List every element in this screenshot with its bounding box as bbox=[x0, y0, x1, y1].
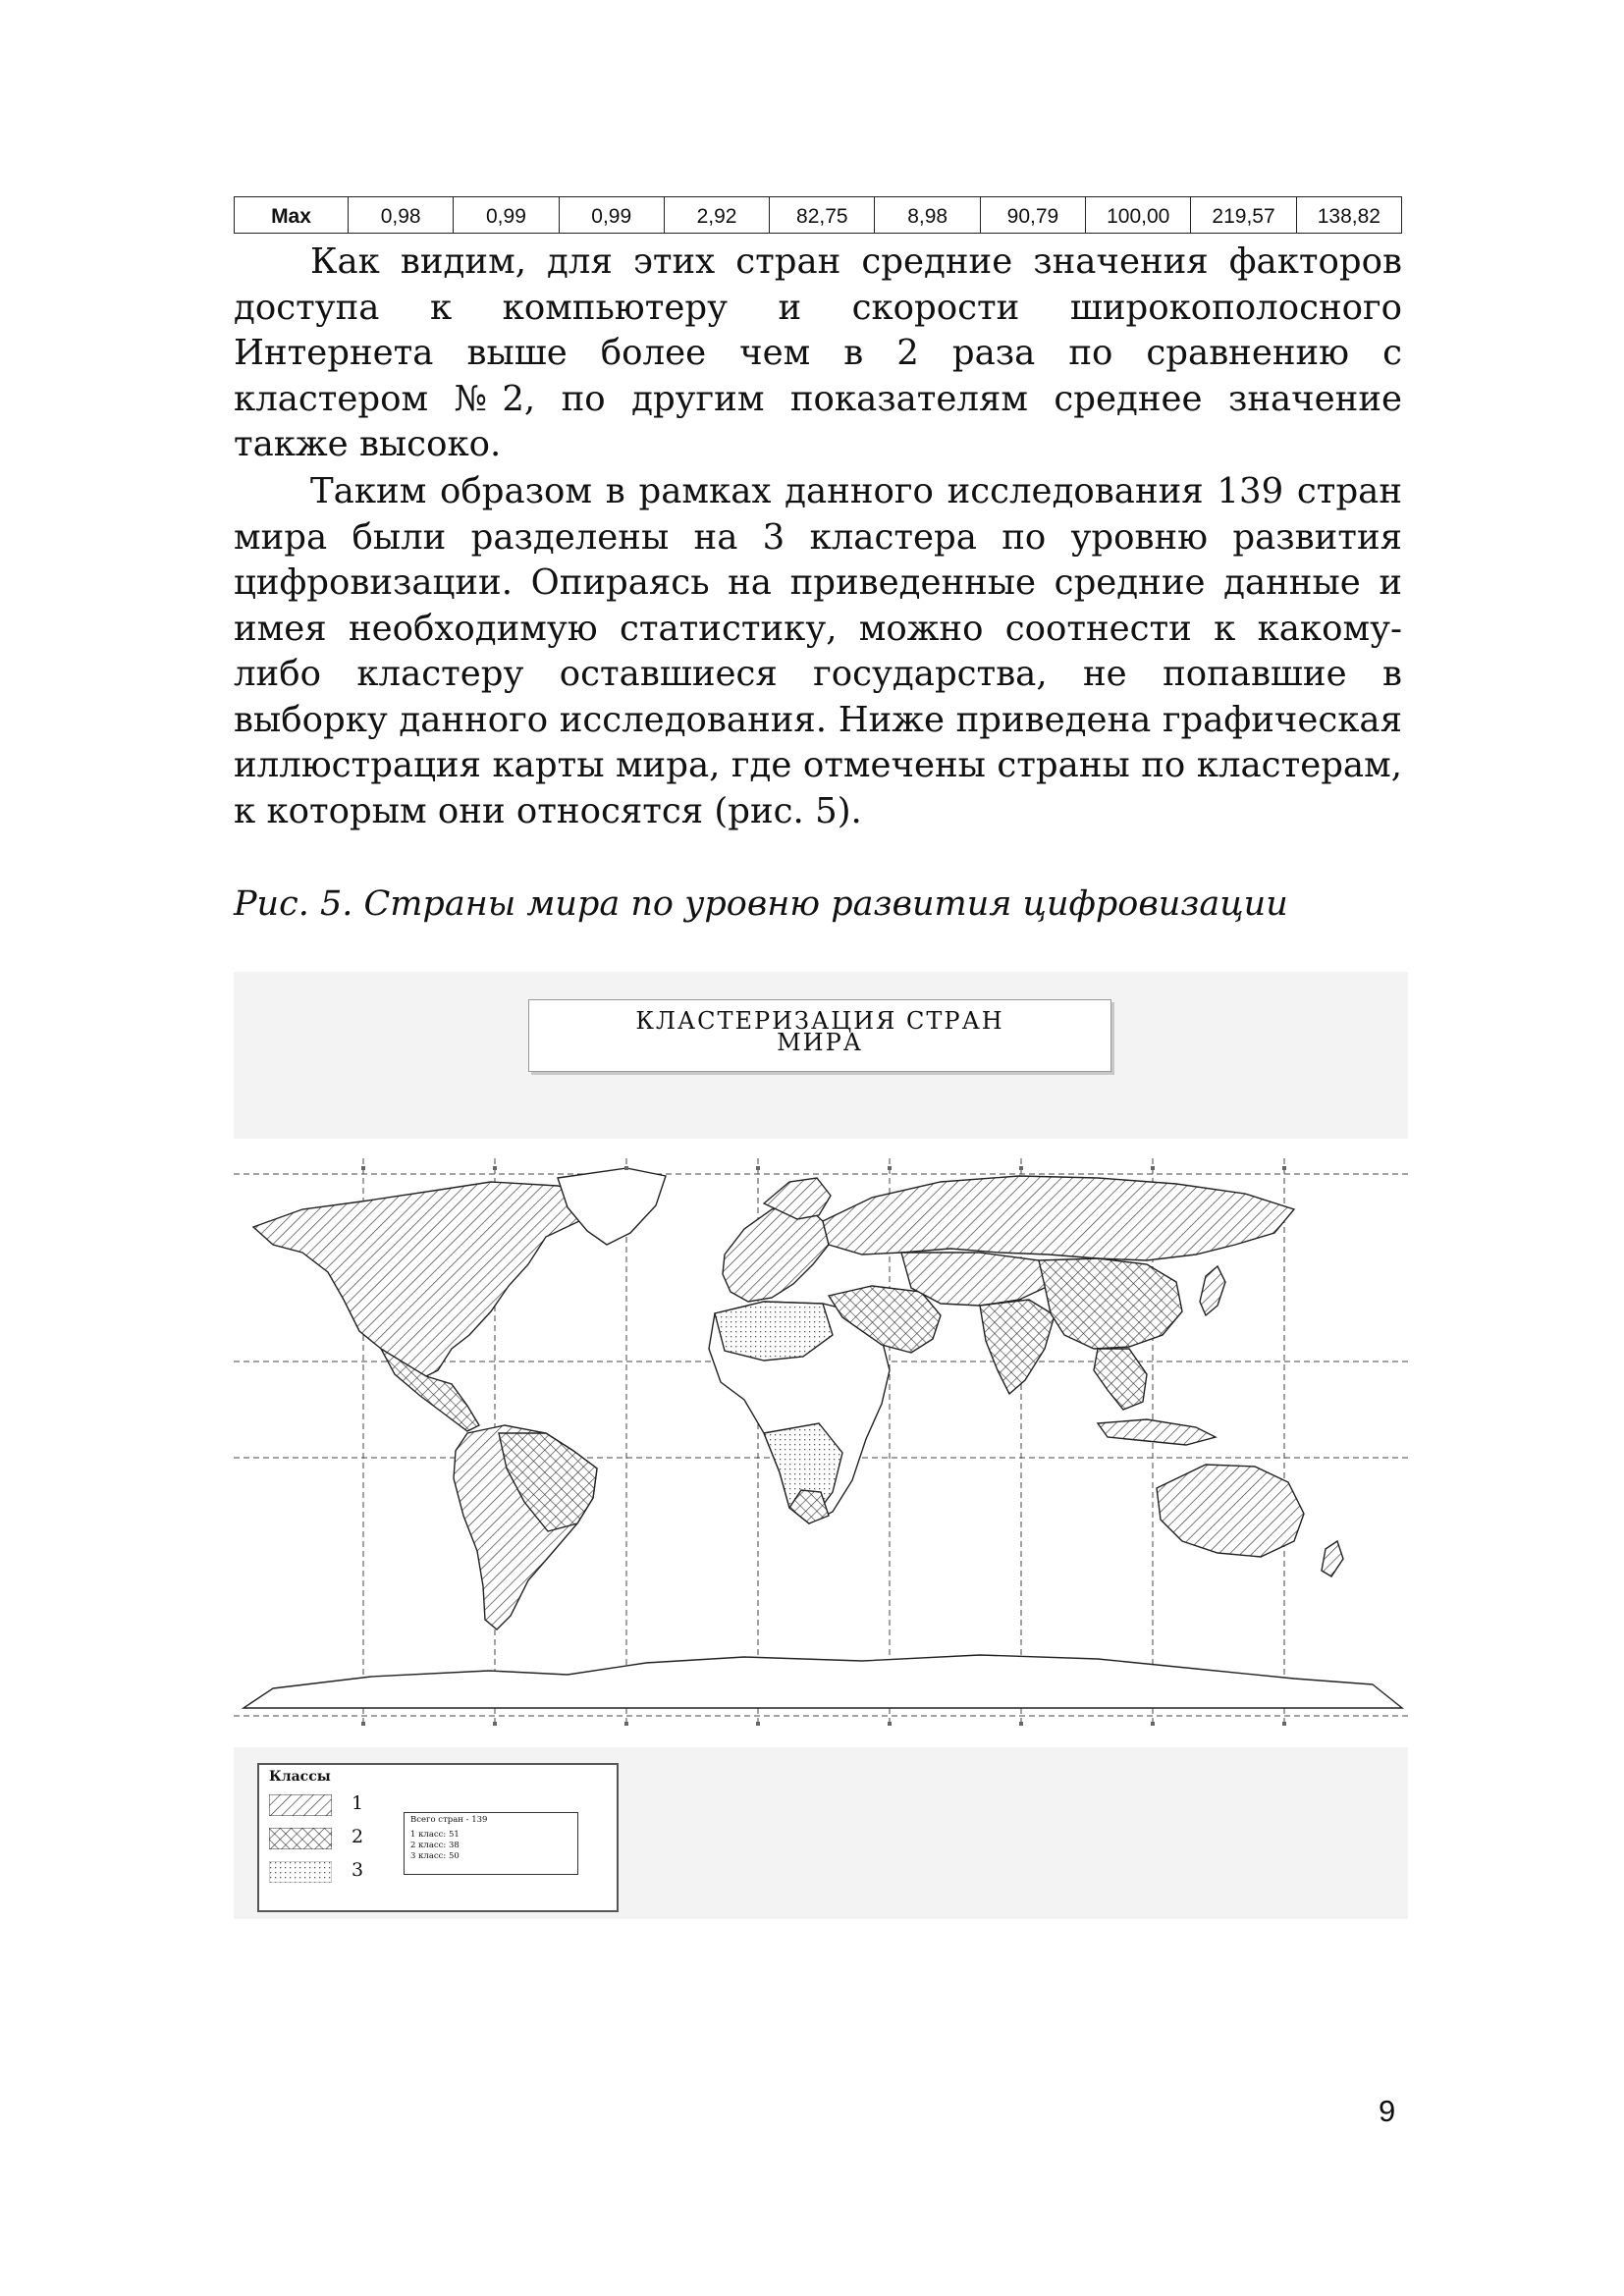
legend-stats-box bbox=[404, 1812, 578, 1875]
legend-title: Классы bbox=[269, 1769, 331, 1785]
table-cell: 2,92 bbox=[664, 197, 769, 234]
data-table-max-row bbox=[234, 196, 1402, 234]
table-cell: 90,79 bbox=[980, 197, 1085, 234]
legend-item-class-1 bbox=[269, 1794, 387, 1818]
crosshatch-swatch-icon bbox=[269, 1828, 332, 1849]
table-cell: 138,82 bbox=[1296, 197, 1401, 234]
body-paragraph-2 bbox=[234, 469, 1402, 834]
hatch-swatch-icon bbox=[269, 1794, 332, 1816]
page-number: 9 bbox=[1379, 2094, 1396, 2128]
dots-swatch-icon bbox=[269, 1861, 332, 1883]
table-cell: 219,57 bbox=[1191, 197, 1296, 234]
body-paragraph-1 bbox=[234, 240, 1402, 468]
table-cell: 0,99 bbox=[559, 197, 664, 234]
stats-class-3: 3 класс: 50 bbox=[410, 1851, 460, 1861]
legend-label: 1 bbox=[352, 1792, 364, 1814]
table-cell: 82,75 bbox=[770, 197, 875, 234]
table-cell: 0,98 bbox=[349, 197, 454, 234]
stats-total: Всего стран - 139 bbox=[410, 1815, 488, 1825]
table-cell-header: Max bbox=[235, 197, 349, 234]
legend-item-class-3 bbox=[269, 1861, 387, 1885]
legend-item-class-2 bbox=[269, 1828, 387, 1851]
legend-label: 2 bbox=[352, 1826, 364, 1847]
paragraph-text: Как видим, для этих стран средние значения факторов доступа к компьютеру и скорости широкополосного Интернета выше более чем в 2 раза по сравнению с кластером №2, по другим показателям среднее значение также высоко. bbox=[234, 241, 1402, 464]
map-title-line-1: КЛАСТЕРИЗАЦИЯ СТРАН bbox=[635, 1007, 1004, 1035]
table-cell: 0,99 bbox=[454, 197, 559, 234]
figure-caption: Рис. 5. Страны мира по уровню развития цифровизации bbox=[234, 884, 1288, 924]
table-cell: 8,98 bbox=[875, 197, 980, 234]
legend-label: 3 bbox=[352, 1859, 364, 1881]
map-title bbox=[528, 999, 1111, 1072]
map-legend bbox=[257, 1763, 619, 1912]
world-map-image bbox=[234, 1139, 1408, 1747]
map-title-line-2: МИРА bbox=[777, 1029, 863, 1056]
table-cell: 100,00 bbox=[1086, 197, 1191, 234]
stats-class-2: 2 класс: 38 bbox=[410, 1841, 460, 1850]
stats-class-1: 1 класс: 51 bbox=[410, 1830, 460, 1840]
paragraph-text: Таким образом в рамках данного исследования 139 стран мира были разделены на 3 кластера по уровню развития цифровизации. Опираясь на приведенные средние данные и имея необходимую статистику, можно соотнести к какому-либо кластеру оставшиеся государства, не попавшие в выборку данного исследования. Ниже приведена графическая иллюстрация карты мира, где отмечены страны по кластерам, к которым они относятся (рис. 5). bbox=[234, 471, 1402, 831]
table-row bbox=[235, 197, 1402, 234]
